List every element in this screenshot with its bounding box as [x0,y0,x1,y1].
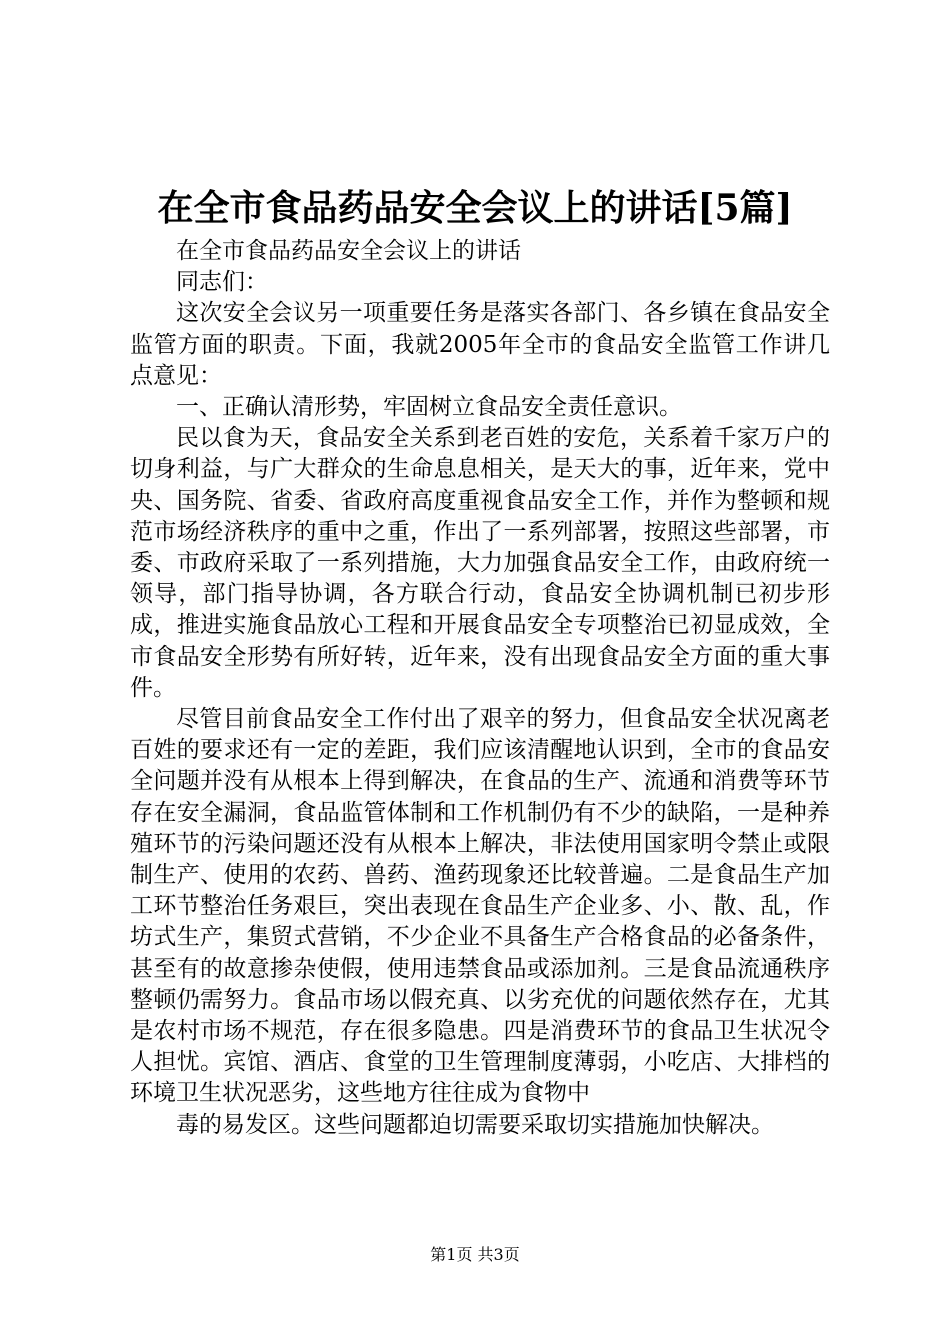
speech-subtitle: 在全市食品药品安全会议上的讲话 [176,238,521,264]
page-number: 第1页 共3页 [430,1245,520,1264]
salutation: 同志们： [176,269,268,296]
paragraph-intro: 这次安全会议另一项重要任务是落实各部门、各乡镇在食品安全监管方面的职责。下面，我就2005年全市的食品安全监管工作讲几点意见： [130,300,830,389]
document-body [130,236,830,1141]
paragraph-continuation: 毒的易发区。这些问题都迫切需要采取切实措施加快解决。 [176,1111,774,1138]
paragraph-situation: 民以食为天，食品安全关系到老百姓的安危，关系着千家万户的切身利益，与广大群众的生命息息相关，是天大的事，近年来，党中央、国务院、省委、省政府高度重视食品安全工作，并作为整顿和规范市场经济秩序的重中之重，作出了一系列部署，按照这些部署，市委、市政府采取了一系列措施，大力加强食品安全工作，由政府统一领导，部门指导协调，各方联合行动，食品安全协调机制已初步形成，推进实施食品放心工程和开展食品安全专项整治已初显成效，全市食品安全形势有所好转，近年来，没有出现食品安全方面的重大事件。 [130,425,830,701]
paragraph-problems: 尽管目前食品安全工作付出了艰辛的努力，但食品安全状况离老百姓的要求还有一定的差距，我们应该清醒地认识到，全市的食品安全问题并没有从根本上得到解决，在食品的生产、流通和消费等环节存在安全漏洞，食品监管体制和工作机制仍有不少的缺陷，一是种养殖环节的污染问题还没有从根本上解决，非法使用国家明令禁止或限制生产、使用的农药、兽药、渔药现象还比较普遍。二是食品生产加工环节整治任务艰巨，突出表现在食品生产企业多、小、散、乱，作坊式生产，集贸式营销，不少企业不具备生产合格食品的必备条件，甚至有的故意掺杂使假，使用违禁食品或添加剂。三是食品流通秩序整顿仍需努力。食品市场以假充真、以劣充优的问题依然存在，尤其是农村市场不规范，存在很多隐患。四是消费环节的食品卫生状况令人担忧。宾馆、酒店、食堂的卫生管理制度薄弱，小吃店、大排档的环境卫生状况恶劣，这些地方往往成为食物中 [130,706,830,1107]
document-title: 在全市食品药品安全会议上的讲话[5篇] [157,187,793,229]
section-heading-1: 一、正确认清形势，牢固树立食品安全责任意识。 [176,394,682,421]
